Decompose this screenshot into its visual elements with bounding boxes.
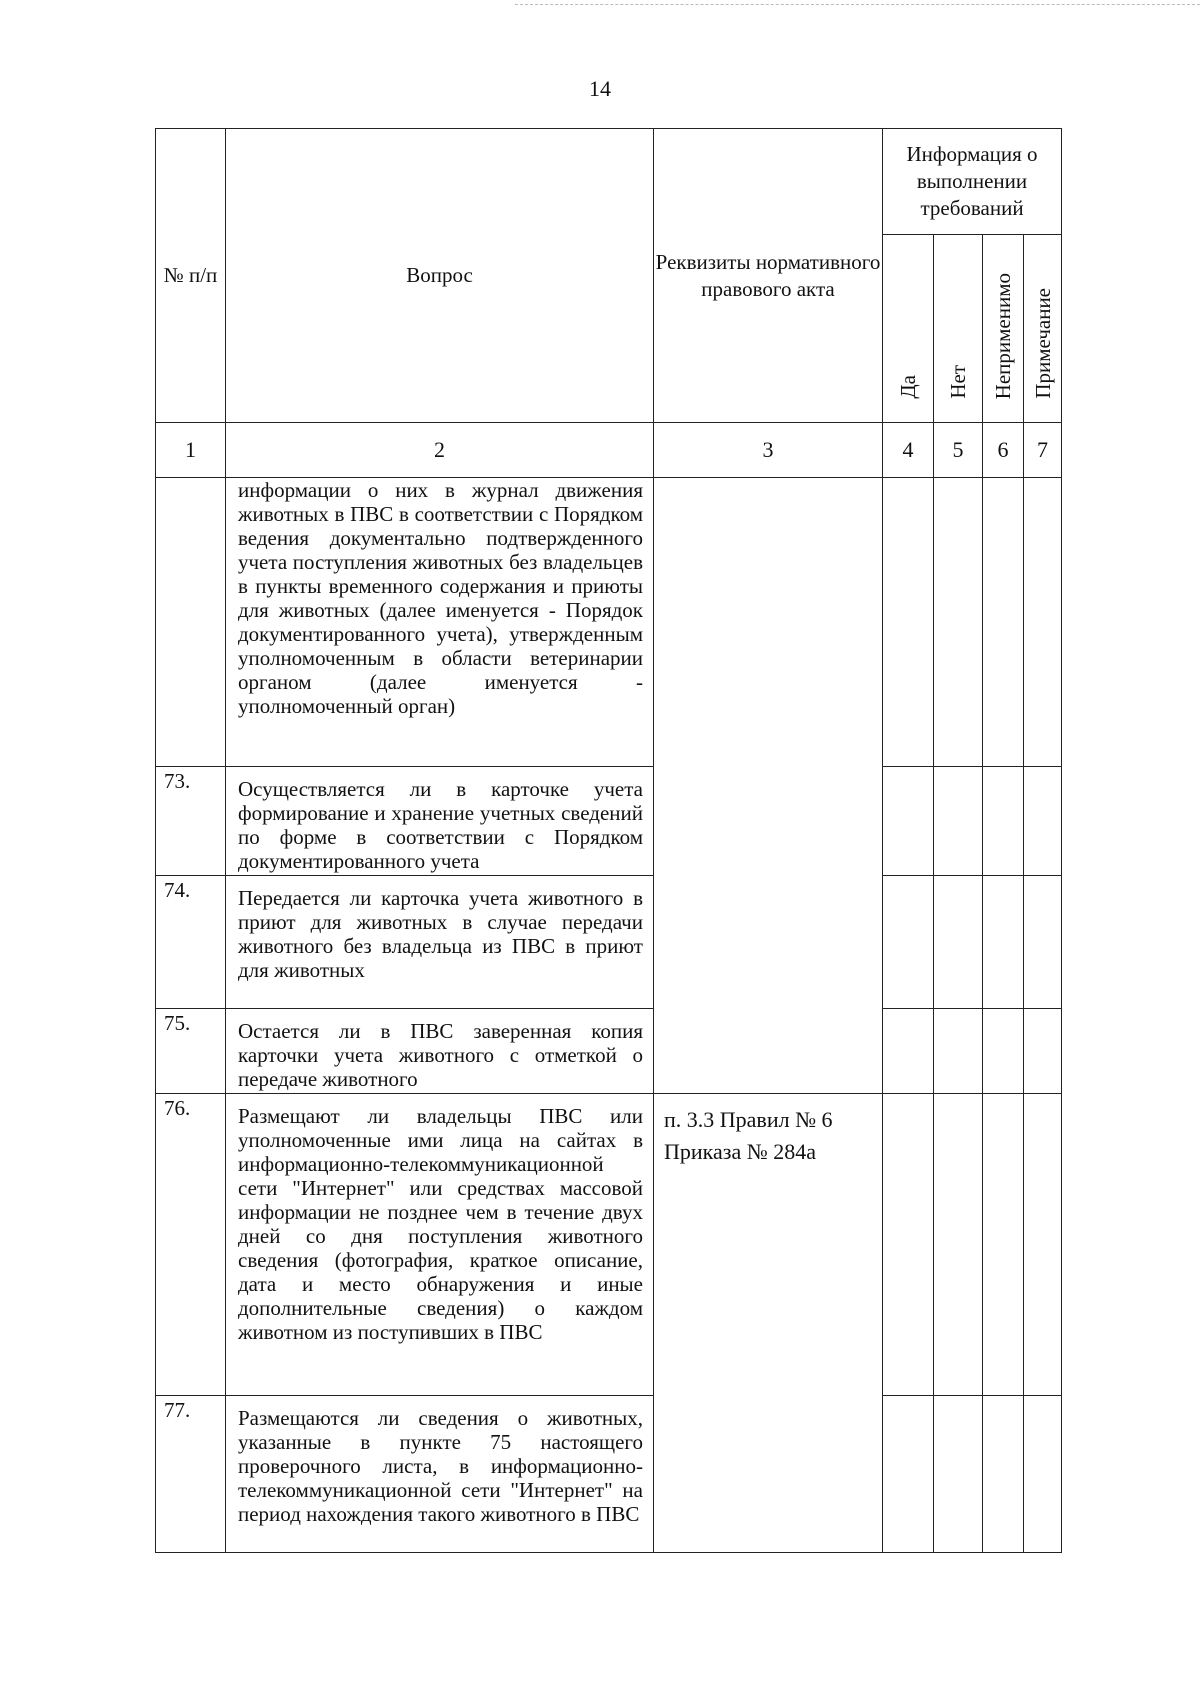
answer-note-cell[interactable] bbox=[1024, 1009, 1062, 1094]
table-row bbox=[156, 1094, 1062, 1396]
row-number: 73. bbox=[156, 767, 226, 876]
header-na bbox=[983, 235, 1024, 423]
table-row bbox=[156, 1009, 1062, 1094]
question-text: Осуществляется ли в карточке учета формирование и хранение учетных сведений по форме в соответствии с Порядком документированного учета bbox=[226, 767, 654, 876]
column-number: 5 bbox=[934, 423, 983, 478]
row-number: 74. bbox=[156, 876, 226, 1009]
header-question: Вопрос bbox=[226, 129, 654, 423]
question-text: Размещают ли владельцы ПВС или уполномоченные ими лица на сайтах в информационно-телекоммуникационной сети "Интернет" или средствах массовой информации не позднее чем в течение двух дней со дня поступления животного сведения (фотография, краткое описание, дата и место обнаружения и иные дополнительные сведения) о каждом животном из поступивших в ПВС bbox=[226, 1094, 654, 1396]
answer-na-cell[interactable] bbox=[983, 876, 1024, 1009]
answer-na-cell[interactable] bbox=[983, 478, 1024, 767]
header-requisites: Реквизиты нормативного правового акта bbox=[654, 129, 883, 423]
page-number: 14 bbox=[589, 76, 611, 101]
header-no bbox=[934, 235, 983, 423]
answer-yes-cell[interactable] bbox=[883, 1094, 934, 1396]
column-number: 6 bbox=[983, 423, 1024, 478]
table-row bbox=[156, 478, 1062, 767]
question-text: Передается ли карточка учета животного в приют для животных в случае передачи животного без владельца из ПВС в приют для животных bbox=[226, 876, 654, 1009]
answer-no-cell[interactable] bbox=[934, 1094, 983, 1396]
answer-note-cell[interactable] bbox=[1024, 876, 1062, 1009]
header-note-label: Примечание bbox=[1030, 288, 1055, 399]
column-number: 2 bbox=[226, 423, 654, 478]
answer-na-cell[interactable] bbox=[983, 767, 1024, 876]
answer-no-cell[interactable] bbox=[934, 1396, 983, 1553]
answer-note-cell[interactable] bbox=[1024, 1396, 1062, 1553]
question-text: Размещаются ли сведения о животных, указанные в пункте 75 настоящего проверочного листа, в информационно-телекоммуникационной сети "Интернет" на период нахождения такого животного в ПВС bbox=[226, 1396, 654, 1553]
table-row bbox=[156, 876, 1062, 1009]
header-yes bbox=[883, 235, 934, 423]
row-number bbox=[156, 478, 226, 767]
answer-no-cell[interactable] bbox=[934, 1009, 983, 1094]
row-number: 76. bbox=[156, 1094, 226, 1396]
question-text: Остается ли в ПВС заверенная копия карточки учета животного с отметкой о передаче животного bbox=[226, 1009, 654, 1094]
header-yes-label: Да bbox=[896, 375, 920, 399]
answer-yes-cell[interactable] bbox=[883, 876, 934, 1009]
column-number: 7 bbox=[1024, 423, 1062, 478]
answer-no-cell[interactable] bbox=[934, 478, 983, 767]
header-na-label: Неприменимо bbox=[991, 272, 1015, 399]
answer-no-cell[interactable] bbox=[934, 767, 983, 876]
row-number: 77. bbox=[156, 1396, 226, 1553]
column-number: 3 bbox=[654, 423, 883, 478]
answer-yes-cell[interactable] bbox=[883, 478, 934, 767]
header-no-label: Нет bbox=[946, 365, 970, 399]
column-number: 4 bbox=[883, 423, 934, 478]
answer-na-cell[interactable] bbox=[983, 1094, 1024, 1396]
header-info: Информация о выполнении требований bbox=[883, 129, 1062, 235]
requisites-cell: п. 3.3 Правил № 6 Приказа № 284а bbox=[654, 1094, 883, 1553]
answer-na-cell[interactable] bbox=[983, 1009, 1024, 1094]
row-number: 75. bbox=[156, 1009, 226, 1094]
answer-note-cell[interactable] bbox=[1024, 767, 1062, 876]
question-text: информации о них в журнал движения животных в ПВС в соответствии с Порядком ведения документально подтвержденного учета поступления животных без владельцев в пункты временного содержания и приюты для животных (далее именуется - Порядок документированного учета), утвержденным уполномоченным в области ветеринарии органом (далее именуется - уполномоченный орган) bbox=[226, 478, 654, 767]
answer-no-cell[interactable] bbox=[934, 876, 983, 1009]
answer-note-cell[interactable] bbox=[1024, 1094, 1062, 1396]
answer-note-cell[interactable] bbox=[1024, 478, 1062, 767]
column-number: 1 bbox=[156, 423, 226, 478]
header-note bbox=[1024, 235, 1062, 423]
column-number-row bbox=[156, 423, 1062, 478]
table-row bbox=[156, 1396, 1062, 1553]
table-row bbox=[156, 767, 1062, 876]
page-top-border bbox=[515, 4, 1200, 5]
answer-yes-cell[interactable] bbox=[883, 1009, 934, 1094]
requisites-cell bbox=[654, 478, 883, 1094]
answer-na-cell[interactable] bbox=[983, 1396, 1024, 1553]
checklist-table bbox=[155, 128, 1062, 1553]
answer-yes-cell[interactable] bbox=[883, 1396, 934, 1553]
answer-yes-cell[interactable] bbox=[883, 767, 934, 876]
header-num: № п/п bbox=[156, 129, 226, 423]
